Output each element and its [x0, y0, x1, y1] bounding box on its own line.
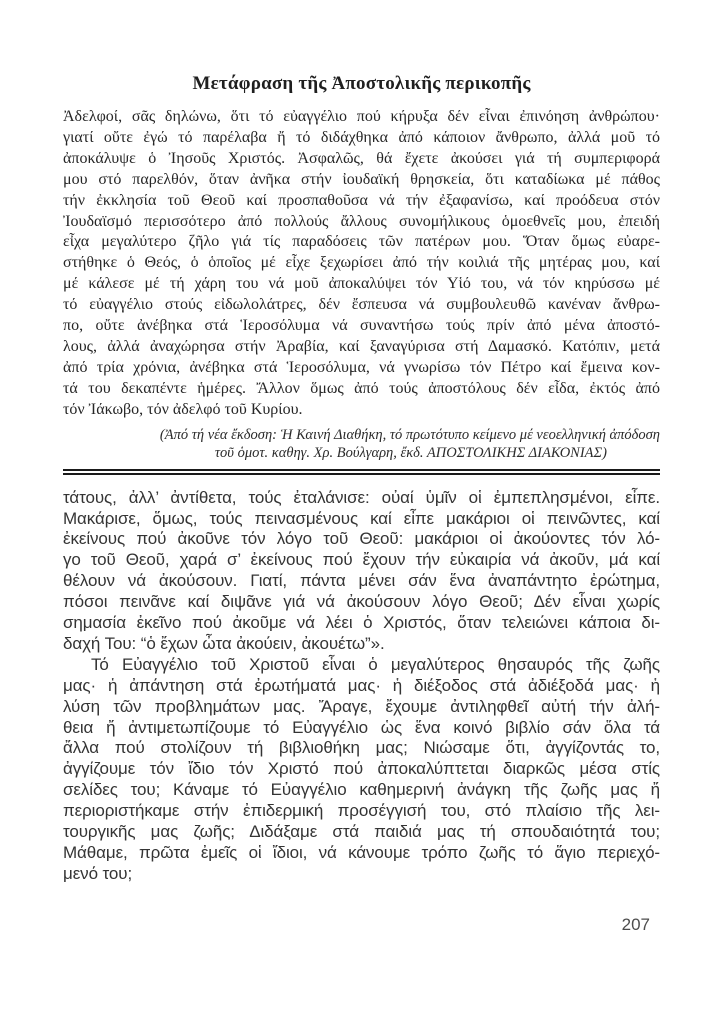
text-line: μενό του; [63, 863, 133, 883]
page-title: Μετάφραση τῆς Ἀποστολικῆς περικοπῆς [192, 73, 531, 94]
text-line: Τό Εὐαγγέλιο τοῦ Χριστοῦ εἶναι ὁ μεγαλύτερος θησαυρός τῆς ζωῆς [91, 654, 660, 674]
citation-line: τοῦ ὁμοτ. καθηγ. Χρ. Βούλγαρη, ἔκδ. ΑΠΟΣΤΟΛΙΚΗΣ ΔΙΑΚΟΝΙΑΣ) [214, 445, 607, 462]
text-line: ἀγγίζουμε τόν ἴδιο τόν Χριστό πού ἀποκαλύπτεται διαρκῶς μέσα στίς [63, 759, 660, 779]
text-line: τουργικῆς μας ζωῆς; Διδάξαμε στά παιδιά μας τή σπουδαιότητά του; [63, 822, 660, 842]
text-line: εἶχα μεγαλύτερο ζῆλο γιά τίς παραδόσεις τῶν πατέρων μου. Ὅταν ὅμως εὐαρε- [63, 233, 660, 251]
text-line: λύση τῶν προβλημάτων μας. Ἄραγε, ἔχουμε ἀντιληφθεῖ αὐτή τήν ἀλή- [63, 696, 660, 716]
text-line: Ἰουδαϊσμό περισσότερο ἀπό πολλούς ἄλλους συνομήλικους ὁμοεθνεῖς μου, ἐπειδή [63, 212, 660, 230]
text-line: ἐκείνους πού ἀκοῦνε τόν λόγο τοῦ Θεοῦ: μακάριοι οἱ ἀκούοντες τόν λό- [63, 529, 660, 549]
text-line: τά του δεκαπέντε ἡμέρες. Ἄλλον ὅμως ἀπό τούς ἀποστόλους δέν εἶδα, ἐκτός ἀπό [63, 379, 660, 397]
text-line: μέ κάλεσε μέ τή χάρη του νά μοῦ ἀποκαλύψει τόν Υἱό του, νά τόν κηρύσσω μέ [63, 275, 660, 293]
text-line: μου στό παρελθόν, ὅταν ἀνῆκα στήν ἰουδαϊκή θρησκεία, ὅτι καταδίωκα μέ πάθος [63, 170, 660, 188]
text-line: στήθηκε ὁ Θεός, ὁ ὁποῖος μέ εἶχε ξεχωρίσει ἀπό τήν κοιλιά τῆς μητέρας μου, καί [63, 254, 660, 272]
text-line: γιατί οὔτε ἐγώ τό παρέλαβα ἤ τό διδάχθηκα ἀπό κάποιον ἄνθρωπο, ἀλλά μοῦ τό [63, 128, 660, 146]
text-line: θεια ἤ ἀντιμετωπίζουμε τό Εὐαγγέλιο ὡς ἕνα κοινό βιβλίο σάν ὅλα τά [63, 717, 660, 737]
text-line: θέλουν νά ἀκούσουν. Γιατί, πάντα μένει σάν ἕνα ἀναπάντητο ἐρώτημα, [63, 571, 660, 591]
text-line: πόσοι πεινᾶνε καί διψᾶνε γιά νά ἀκούσουν λόγο Θεοῦ; Δέν εἶναι χωρίς [63, 592, 660, 612]
text-line: τόν Ἰάκωβο, τόν ἀδελφό τοῦ Κυρίου. [63, 400, 303, 418]
text-line: τήν ἐκκλησία τοῦ Θεοῦ καί προσπαθοῦσα νά τήν ἐξαφανίσω, καί προόδευα στόν [63, 191, 660, 209]
citation-line: (Ἀπό τή νέα ἔκδοση: Ἡ Καινή Διαθήκη, τό πρωτότυπο κείμενο μέ νεοελληνική ἀπόδοση [159, 426, 660, 443]
text-line: ἀποκάλυψε ὁ Ἰησοῦς Χριστός. Ἀσφαλῶς, θά ἔχετε ἀκούσει γιά τή συμπεριφορά [63, 149, 660, 167]
text-line: πο, οὔτε ἀνέβηκα στά Ἱεροσόλυμα νά συναντήσω τούς πρίν ἀπό μένα ἀποστό- [63, 317, 660, 335]
text-line: τό εὐαγγέλιο στούς εἰδωλολάτρες, δέν ἔσπευσα νά συμβουλευθῶ κανέναν ἄνθρω- [63, 296, 660, 314]
text-line: λους, ἀλλά ἀναχώρησα στήν Ἀραβία, καί ξαναγύρισα στή Δαμασκό. Κατόπιν, μετά [63, 337, 660, 355]
translation-block [63, 107, 660, 421]
text-line: γο τοῦ Θεοῦ, χαρά σ’ ἐκείνους πού ἔχουν τήν εὐκαιρία νά ἀκοῦν, μά καί [63, 550, 660, 570]
commentary-block [63, 488, 660, 885]
text-line: σημασία ἐκεῖνο πού ἀκοῦμε νά λέει ὁ Χριστός, ὅταν τελειώνει κάποια δι- [63, 613, 660, 633]
text-line: μας· ἡ ἀπάντηση στά ἐρωτήματά μας· ἡ διέξοδος στά ἀδιέξοδά μας· ἡ [63, 675, 660, 695]
text-line: δαχή Του: “ὁ ἔχων ὦτα ἀκούειν, ἀκουέτω”». [63, 633, 385, 653]
text-line: Ἀδελφοί, σᾶς δηλώνω, ὅτι τό εὐαγγέλιο πού κήρυξα δέν εἶναι ἐπινόηση ἀνθρώπου· [63, 108, 660, 125]
text-line: Μάθαμε, πρῶτα ἐμεῖς οἱ ἴδιοι, νά κάνουμε τρόπο ζωῆς τό ἅγιο περιεχό- [63, 843, 660, 862]
text-line: Μακάρισε, ὅμως, τούς πεινασμένους καί εἶπε μακάριοι οἱ πεινῶντες, καί [63, 508, 660, 528]
text-line: τάτους, ἀλλ’ ἀντίθετα, τούς ἐταλάνισε: οὐαί ὑμῖν οἱ ἐμπεπλησμένοι, εἶπε. [63, 487, 660, 507]
page-number: 207 [621, 915, 650, 934]
source-citation [63, 426, 660, 463]
double-rule-divider [63, 469, 660, 475]
text-line: περιοριστήκαμε στήν ἐπιδερμική προσέγγισή του, στό πλαίσιο τῆς λει- [63, 801, 660, 821]
text-line: ἄλλα πού στολίζουν τή βιβλιοθήκη μας; Νιώσαμε ὅτι, ἀγγίζοντάς το, [63, 738, 660, 758]
text-line: σελίδες του; Κάναμε τό Εὐαγγέλιο καθημερινή ἀνάγκη τῆς ζωῆς μας ἤ [63, 780, 660, 800]
text-line: ἀπό τρία χρόνια, ἀνέβηκα στά Ἱεροσόλυμα, νά γνωρίσω τόν Πέτρο καί ἔμεινα κον- [63, 358, 660, 376]
